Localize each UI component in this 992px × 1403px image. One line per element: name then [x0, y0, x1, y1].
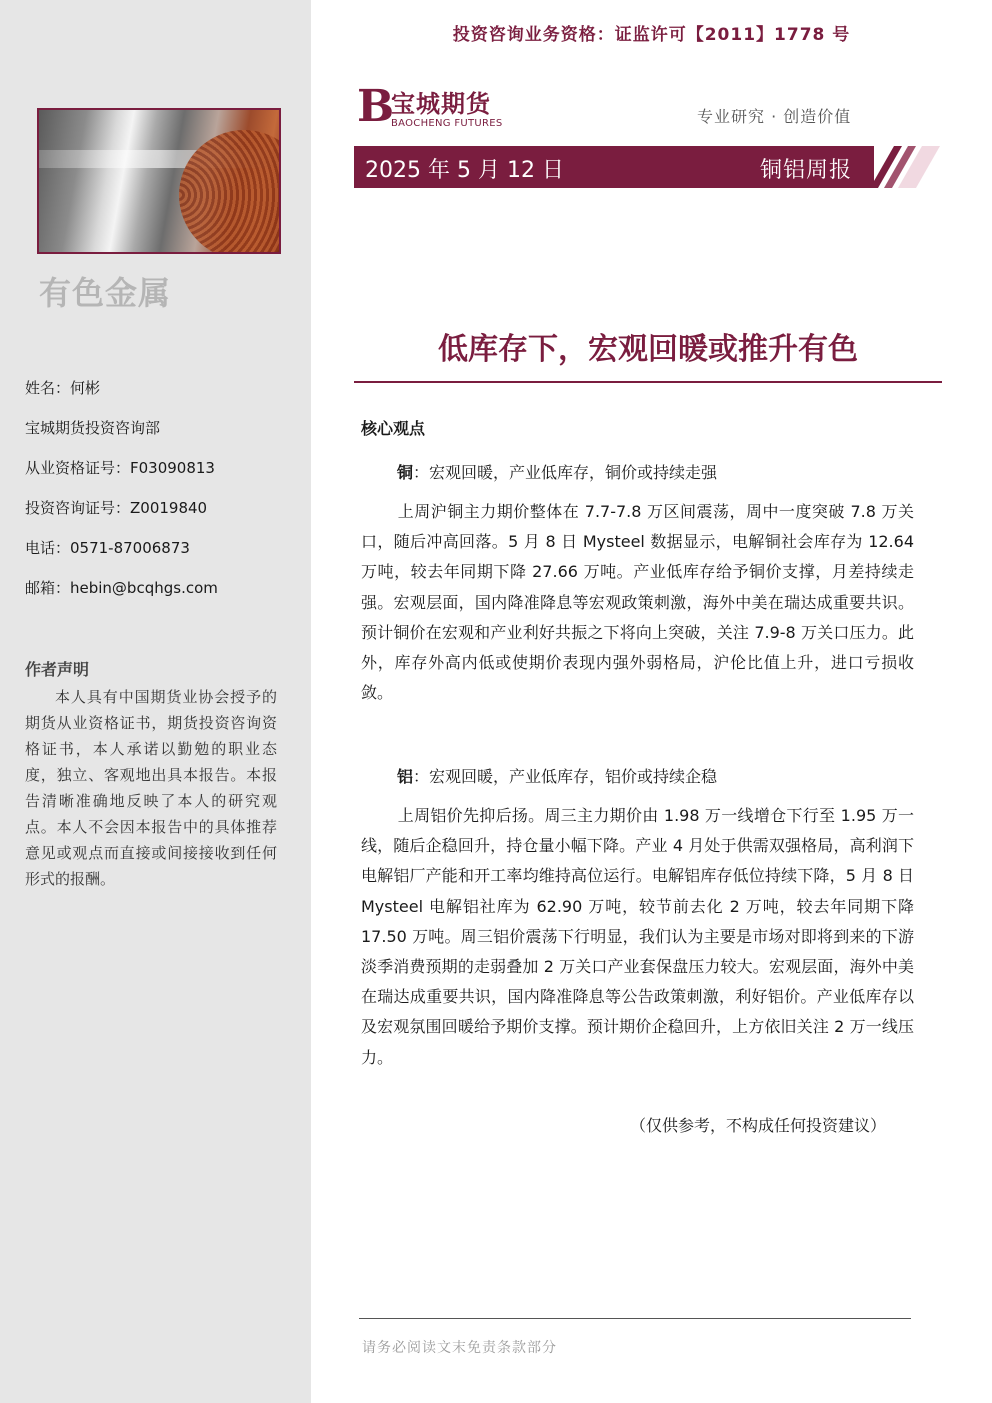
- author-department: 宝城期货投资咨询部: [25, 419, 161, 437]
- copper-label: 铜: [397, 463, 414, 482]
- copper-coil-graphic: [179, 130, 281, 254]
- section-title-core-views: 核心观点: [361, 419, 426, 438]
- consulting-license: 投资咨询证号：Z0019840: [25, 499, 208, 517]
- practice-license: 从业资格证号：F03090813: [25, 459, 215, 477]
- headline-divider: [354, 381, 942, 383]
- copper-point: [397, 460, 717, 483]
- report-type: 铜铝周报: [760, 158, 853, 183]
- logo-english-name: BAOCHENG FUTURES: [391, 118, 503, 129]
- aluminum-label: 铝: [397, 767, 414, 786]
- aluminum-paragraph: 上周铝价先抑后扬。周三主力期价由 1.98 万一线增仓下行至 1.95 万一线，随后企稳回升，持仓量小幅下降。产业 4 月处于供需双强格局，高利润下电解铝厂产能和开工率均维持高位运行。电解铝库存低位持续下降，5 月 8 日 Mysteel 电解铝社库为 62.90 万吨，较节前去化 2 万吨，较去年同期下降 17.50 万吨。周三铝价震荡下行明显，我们认为主要是市场对即将到来的下游淡季消费预期的走弱叠加 2 万关口产业套保盘压力较大。宏观层面，海外中美在瑞达成重要共识，国内降准降息等公告政策刺激，利好铝价。产业低库存以及宏观氛围回暖给予期价支撑。预计期价企稳回升，上方依旧关注 2 万一线压力。: [361, 806, 914, 1067]
- author-info: [25, 378, 285, 618]
- copper-summary: ：宏观回暖，产业低库存，铜价或持续走强: [413, 463, 718, 482]
- investment-note: （仅供参考，不构成任何投资建议）: [630, 1116, 887, 1135]
- declaration-body: 本人具有中国期货业协会授予的期货从业资格证书，期货投资咨询资格证书，本人承诺以勤勉的职业态度，独立、客观地出具本报告。本报告清晰准确地反映了本人的研究观点。本人不会因本报告中的具体推荐意见或观点而直接或间接接收到任何形式的报酬。: [25, 688, 277, 888]
- logo-mark: B: [357, 81, 395, 132]
- headline: 低库存下，宏观回暖或推升有色: [438, 332, 858, 367]
- cover-photo: [37, 108, 281, 254]
- footer-divider: [359, 1318, 911, 1319]
- author-name: 姓名：何彬: [25, 379, 101, 397]
- aluminum-point: [397, 764, 717, 787]
- logo-chinese-name: 宝城期货: [391, 90, 491, 118]
- copper-paragraph: 上周沪铜主力期价整体在 7.7-7.8 万区间震荡，周中一度突破 7.8 万关口，随后冲高回落。5 月 8 日 Mysteel 数据显示，电解铜社会库存为 12.64 万吨，较去年同期下降 27.66 万吨。产业低库存给予铜价支撑，月差持续走强。宏观层面，国内降准降息等宏观政策刺激，海外中美在瑞达成重要共识。预计铜价在宏观和产业利好共振之下将向上突破，关注 7.9-8 万关口压力。此外，库存外高内低或使期价表现内强外弱格局，沪伦比值上升，进口亏损收敛。: [361, 502, 914, 703]
- footer-disclaimer-link[interactable]: 请务必阅读文末免责条款部分: [362, 1340, 557, 1356]
- aluminum-summary: ：宏观回暖，产业低库存，铝价或持续企稳: [413, 767, 718, 786]
- qualification-line: 投资咨询业务资格：证监许可【2011】1778 号: [452, 25, 851, 45]
- author-email[interactable]: 邮箱：hebin@bcqhgs.com: [25, 579, 218, 597]
- slogan: 专业研究 · 创造价值: [697, 107, 852, 126]
- declaration-title: 作者声明: [25, 660, 90, 679]
- category-title: 有色金属: [39, 274, 172, 312]
- banner-stripes: [850, 146, 945, 188]
- report-date: 2025 年 5 月 12 日: [365, 158, 564, 183]
- company-logo: [357, 81, 527, 134]
- author-phone: 电话：0571-87006873: [25, 539, 190, 557]
